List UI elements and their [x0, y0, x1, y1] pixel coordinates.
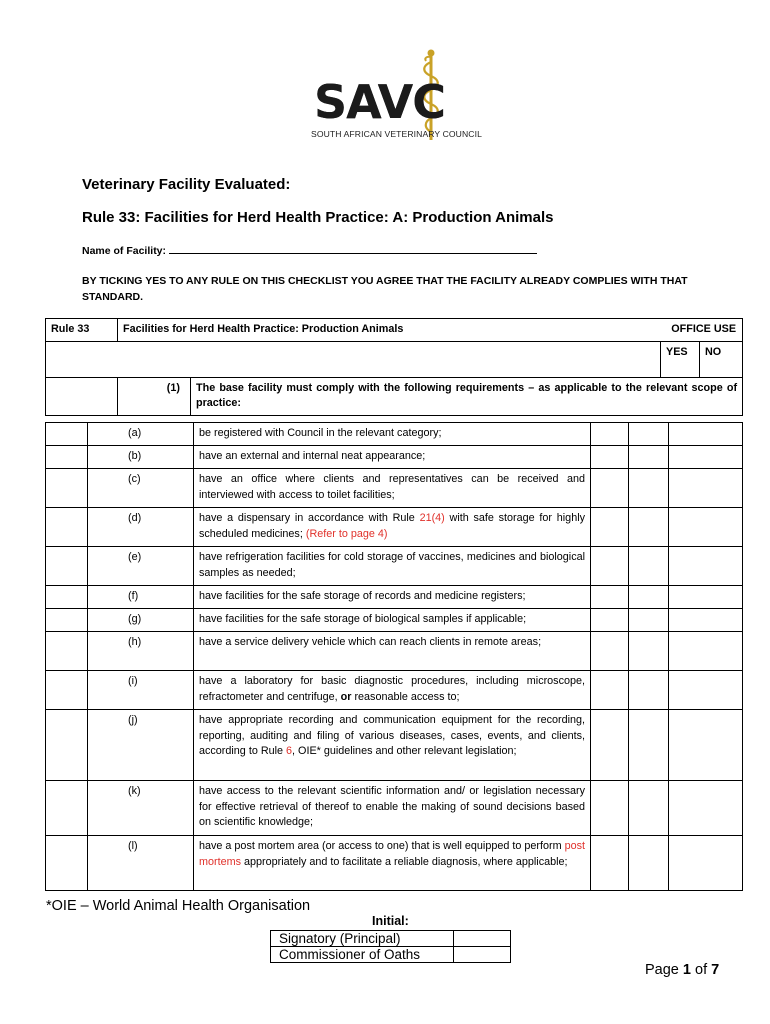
rule-cell: Rule 33 [46, 319, 118, 342]
item-text: have access to the relevant scientific information and/ or legislation necessary for effective retrieval of thereof to enable the making of sound decisions based on scientific knowledge; [194, 781, 591, 836]
item-text: have facilities for the safe storage of biological samples if applicable; [194, 609, 591, 632]
item-text: have an external and internal neat appearance; [194, 446, 591, 469]
no-checkbox[interactable] [629, 781, 669, 836]
signatory-label: Signatory (Principal) [271, 931, 454, 947]
logo-wordmark: SAVC [314, 75, 445, 129]
category-cell[interactable] [669, 423, 743, 446]
no-checkbox[interactable] [629, 836, 669, 891]
item-letter: (k) [88, 781, 194, 836]
logo-subtitle: SOUTH AFRICAN VETERINARY COUNCIL [311, 129, 482, 139]
initial-label: Initial: [372, 914, 409, 928]
facility-name-blank[interactable] [169, 244, 537, 254]
category-cell[interactable] [669, 632, 743, 671]
no-checkbox[interactable] [629, 508, 669, 547]
yes-checkbox[interactable] [591, 710, 629, 781]
item-letter: (e) [88, 547, 194, 586]
table-row [46, 586, 743, 609]
yes-checkbox[interactable] [591, 632, 629, 671]
no-checkbox[interactable] [629, 632, 669, 671]
item-text: have a dispensary in accordance with Rule 21(4) with safe storage for highly scheduled medicines; (Refer to page 4) [194, 508, 591, 547]
item-letter: (j) [88, 710, 194, 781]
table-row [46, 508, 743, 547]
no-checkbox[interactable] [629, 710, 669, 781]
checklist-table [45, 318, 743, 416]
commissioner-initial-box[interactable] [454, 947, 511, 963]
item-text: have refrigeration facilities for cold storage of vaccines, medicines and biological samples as needed; [194, 547, 591, 586]
item-letter: (d) [88, 508, 194, 547]
category-cell[interactable] [669, 836, 743, 891]
category-cell[interactable] [669, 609, 743, 632]
yes-checkbox[interactable] [591, 609, 629, 632]
facility-name-field [82, 244, 537, 257]
table-row [46, 609, 743, 632]
category-cell[interactable] [669, 547, 743, 586]
item-letter: (a) [88, 423, 194, 446]
heading-facility-evaluated: Veterinary Facility Evaluated: [82, 176, 291, 193]
category-cell[interactable] [669, 508, 743, 547]
item-letter: (l) [88, 836, 194, 891]
yes-header: YES [661, 341, 700, 377]
facility-name-label: Name of Facility: [82, 245, 167, 257]
page-number: Page 1 of 7 [645, 962, 720, 978]
category-cell[interactable] [669, 671, 743, 710]
items-table [45, 422, 743, 891]
section-number: (1) [118, 377, 191, 415]
yes-checkbox[interactable] [591, 547, 629, 586]
heading-rule-33: Rule 33: Facilities for Herd Health Practice: A: Production Animals [82, 209, 554, 226]
table-row [46, 671, 743, 710]
signature-table [270, 930, 511, 963]
item-text: have appropriate recording and communication equipment for the recording, reporting, auditing and filing of various diseases, cases, events, and clients, according to Rule 6, OIE* guidelines and other relevant legislation; [194, 710, 591, 781]
no-checkbox[interactable] [629, 446, 669, 469]
commissioner-label: Commissioner of Oaths [271, 947, 454, 963]
agreement-notice: BY TICKING YES TO ANY RULE ON THIS CHECKLIST YOU AGREE THAT THE FACILITY ALREADY COMPLIES WITH THAT STANDARD. [82, 275, 688, 303]
table-row [46, 836, 743, 891]
item-text: have a post mortem area (or access to one) that is well equipped to perform post mortems appropriately and to facilitate a reliable diagnosis, where applicable; [194, 836, 591, 891]
item-letter: (c) [88, 469, 194, 508]
table-row [46, 446, 743, 469]
category-cell[interactable] [669, 710, 743, 781]
item-text: be registered with Council in the relevant category; [194, 423, 591, 446]
item-letter: (f) [88, 586, 194, 609]
yes-checkbox[interactable] [591, 423, 629, 446]
category-cell[interactable] [669, 469, 743, 508]
category-cell[interactable] [669, 586, 743, 609]
item-text: have an office where clients and representatives can be received and interviewed with access to toilet facilities; [194, 469, 591, 508]
item-text: have a service delivery vehicle which can reach clients in remote areas; [194, 632, 591, 671]
no-checkbox[interactable] [629, 547, 669, 586]
no-header: NO [700, 341, 743, 377]
no-checkbox[interactable] [629, 671, 669, 710]
table-row [46, 423, 743, 446]
no-checkbox[interactable] [629, 609, 669, 632]
yes-checkbox[interactable] [591, 781, 629, 836]
category-cell[interactable] [669, 781, 743, 836]
category-cell[interactable] [669, 446, 743, 469]
item-text: have facilities for the safe storage of records and medicine registers; [194, 586, 591, 609]
table-row [46, 547, 743, 586]
section-text: The base facility must comply with the following requirements – as applicable to the relevant scope of practice: [191, 377, 743, 415]
signatory-initial-box[interactable] [454, 931, 511, 947]
item-letter: (h) [88, 632, 194, 671]
table-title-text: Facilities for Herd Health Practice: Production Animals [123, 323, 404, 335]
item-letter: (i) [88, 671, 194, 710]
table-row [46, 710, 743, 781]
header-spacer [46, 341, 661, 377]
table-row [46, 632, 743, 671]
table-row [46, 781, 743, 836]
table-title [118, 319, 743, 342]
yes-checkbox[interactable] [591, 836, 629, 891]
no-checkbox[interactable] [629, 586, 669, 609]
no-checkbox[interactable] [629, 469, 669, 508]
oie-footnote: *OIE – World Animal Health Organisation [46, 898, 311, 914]
table-row [46, 469, 743, 508]
item-text: have a laboratory for basic diagnostic procedures, including microscope, refractometer and centrifuge, or reasonable access to; [194, 671, 591, 710]
yes-checkbox[interactable] [591, 446, 629, 469]
yes-checkbox[interactable] [591, 586, 629, 609]
office-use-label: OFFICE USE [671, 323, 737, 335]
item-letter: (b) [88, 446, 194, 469]
yes-checkbox[interactable] [591, 469, 629, 508]
item-letter: (g) [88, 609, 194, 632]
yes-checkbox[interactable] [591, 508, 629, 547]
yes-checkbox[interactable] [591, 671, 629, 710]
no-checkbox[interactable] [629, 423, 669, 446]
